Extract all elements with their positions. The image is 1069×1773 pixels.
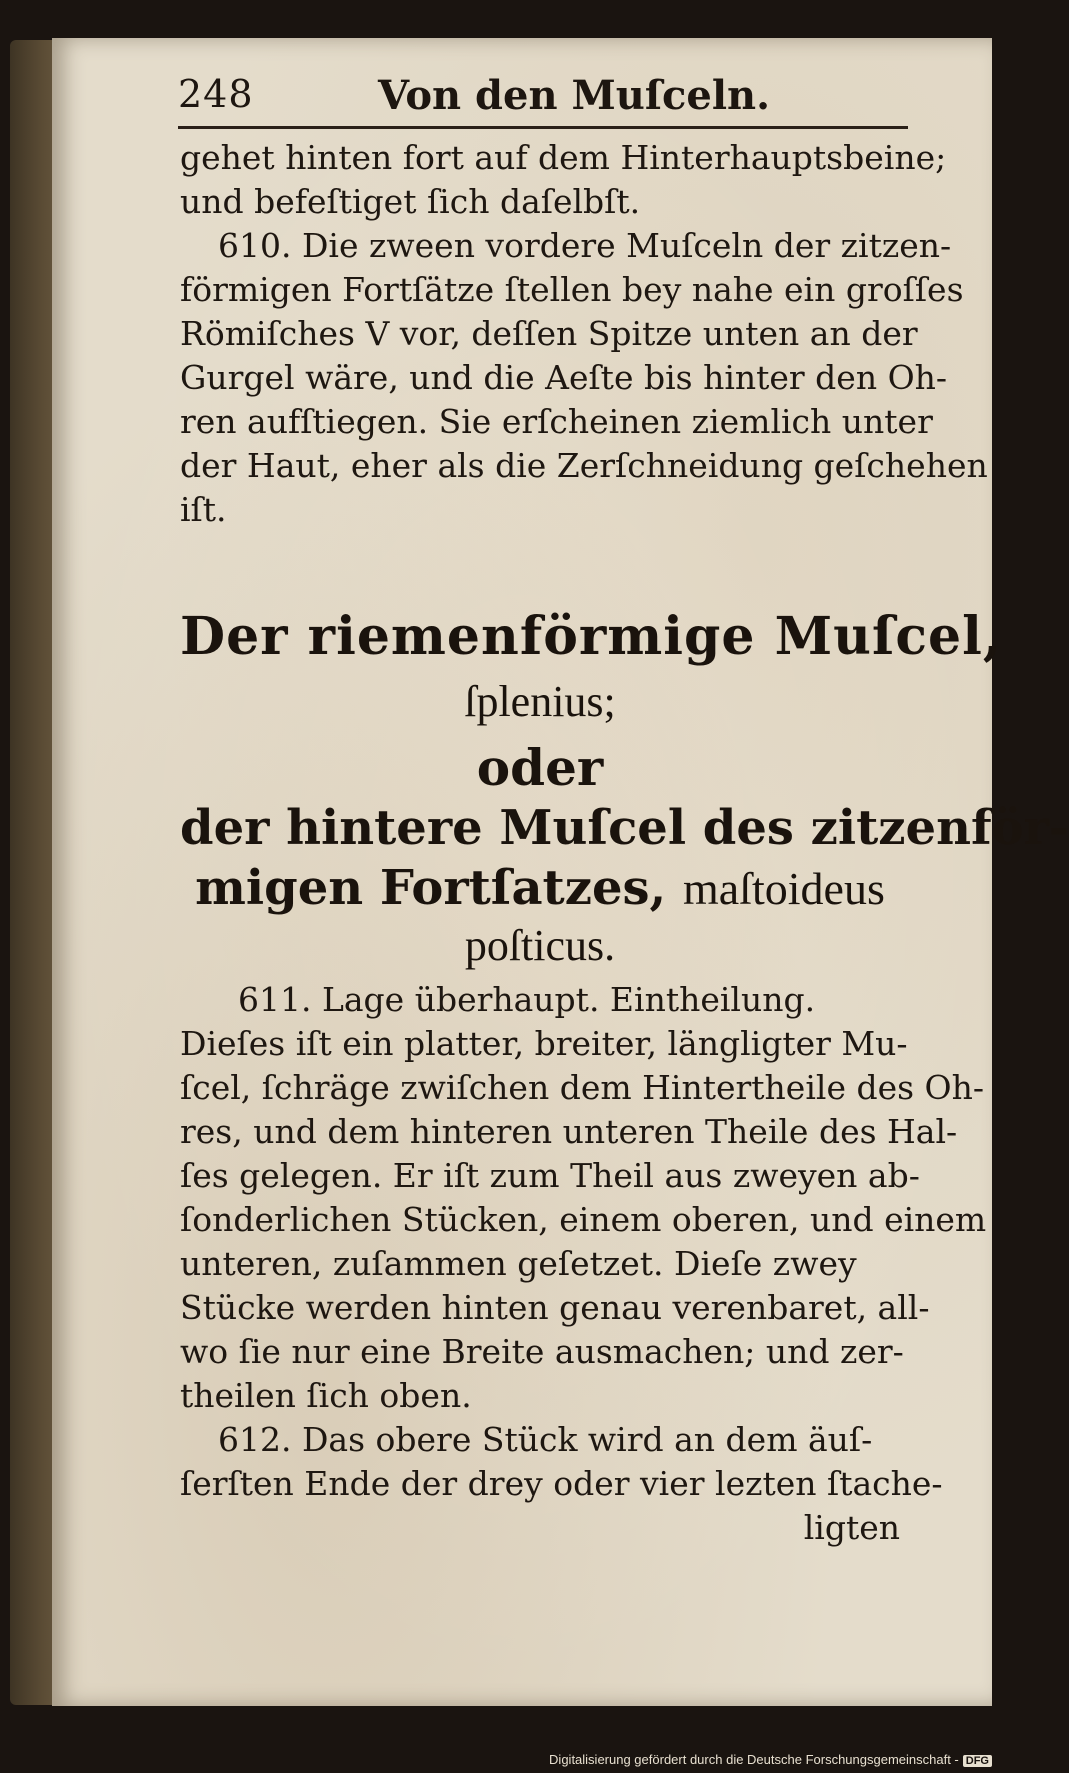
section-heading-line	[180, 860, 900, 916]
text-line: gehet hinten fort auf dem Hinterhauptsbeine;	[180, 138, 947, 177]
paragraph-611-line: Stücke werden hinten genau verenbaret, all-	[180, 1288, 930, 1327]
header-rule	[178, 126, 908, 129]
catchword: ligten	[803, 1508, 900, 1547]
paragraph-611	[180, 978, 987, 1550]
paragraph-611-line: 611. Lage überhaupt. Eintheilung.	[238, 980, 816, 1019]
page-number: 248	[178, 72, 254, 116]
section-heading-line: der hintere Muſcel des zitzenför-	[180, 800, 1069, 856]
paragraph-612-line: ſerſten Ende der drey oder vier lezten ſtache-	[180, 1464, 943, 1503]
paragraph-610-line: Gurgel wäre, und die Aeſte bis hinter den Oh-	[180, 358, 948, 397]
paragraph-611-line: ſcel, ſchräge zwiſchen dem Hintertheile des Oh-	[180, 1068, 985, 1107]
text-line: und befeſtiget ſich daſelbſt.	[180, 182, 641, 221]
dfg-logo: DFG	[963, 1755, 992, 1767]
section-heading-latin: maſtoideus	[682, 863, 885, 914]
paragraph-611-line: res, und dem hinteren unteren Theile des Hal-	[180, 1112, 958, 1151]
paragraph-611-line: unteren, zuſammen geſetzet. Dieſe zwey	[180, 1244, 857, 1283]
footer-text: Digitalisierung gefördert durch die Deutsche Forschungsgemeinschaft -	[549, 1752, 959, 1767]
section-heading-latin: ſplenius;	[464, 677, 616, 726]
paragraph-611-line: theilen ſich oben.	[180, 1376, 472, 1415]
section-heading-line: Der riemenförmige Muſcel,	[180, 606, 1002, 667]
intro-paragraph	[180, 136, 988, 532]
running-title: Von den Muſceln.	[378, 72, 771, 119]
paragraph-610-line: Römiſches V vor, deſſen Spitze unten an der	[180, 314, 918, 353]
page-header	[178, 72, 898, 132]
section-heading-oder: oder	[476, 738, 604, 797]
paragraph-611-line: ſes gelegen. Er iſt zum Theil aus zweyen ab-	[180, 1156, 920, 1195]
section-heading-latin: poſticus.	[464, 921, 616, 970]
section-heading-german: migen Fortſatzes,	[195, 860, 667, 916]
paragraph-610-line: förmigen Fortſätze ſtellen bey nahe ein groſſes	[180, 270, 964, 309]
paragraph-610-line: der Haut, eher als die Zerſchneidung geſchehen	[180, 446, 988, 485]
paragraph-612-line: 612. Das obere Stück wird an dem äuſ-	[218, 1420, 873, 1459]
paragraph-610-line: ren aufſtiegen. Sie erſcheinen ziemlich unter	[180, 402, 933, 441]
digitization-footer	[549, 1752, 992, 1767]
paragraph-611-line: Dieſes iſt ein platter, breiter, längligter Mu-	[180, 1024, 908, 1063]
paragraph-610-line: iſt.	[180, 490, 227, 529]
paragraph-610-line: 610. Die zween vordere Muſceln der zitzen-	[218, 226, 952, 265]
paragraph-611-line: ſonderlichen Stücken, einem oberen, und einem	[180, 1200, 987, 1239]
paragraph-611-line: wo ſie nur eine Breite ausmachen; und zer-	[180, 1332, 904, 1371]
